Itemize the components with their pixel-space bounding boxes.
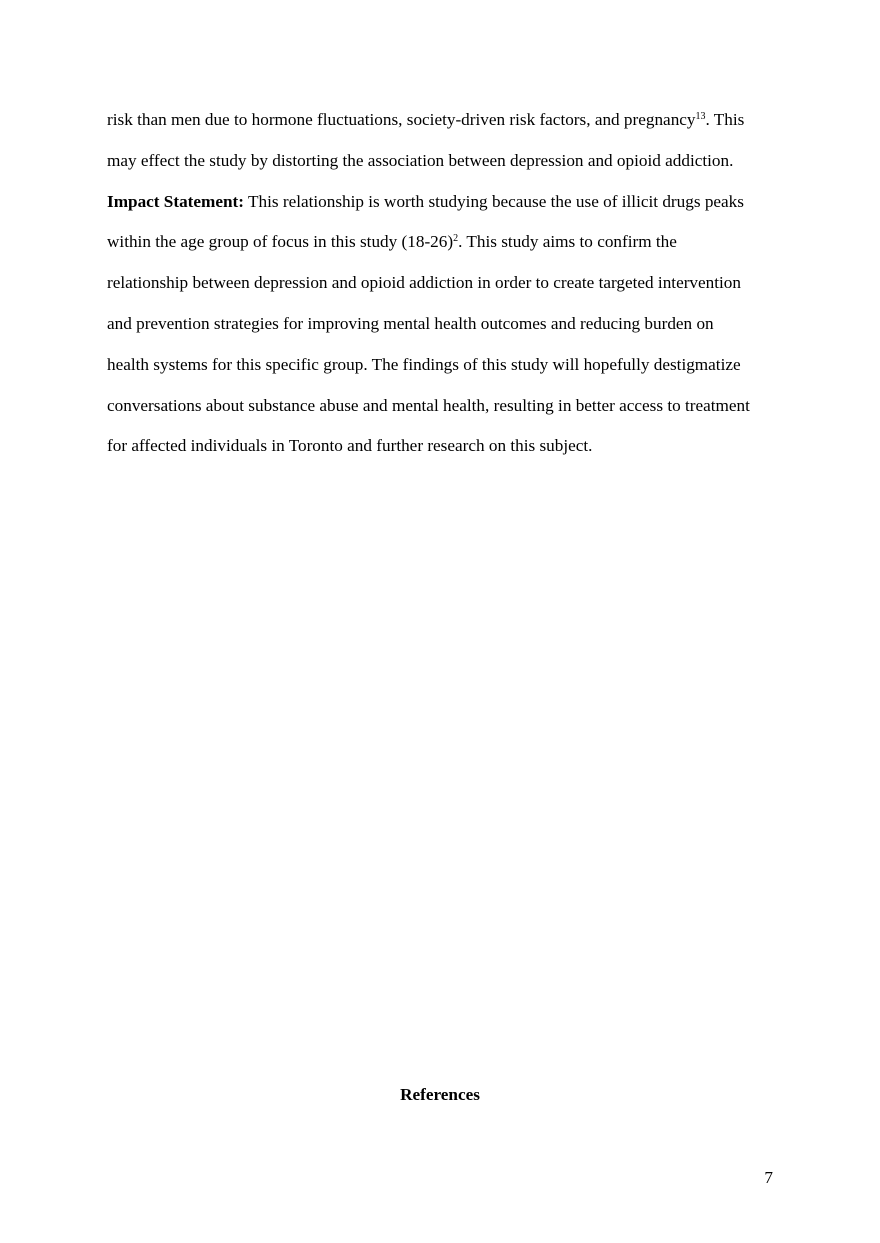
text-segment: risk than men due to hormone fluctuations, society-driven risk factors, and pregnancy bbox=[107, 110, 696, 129]
text-line bbox=[107, 182, 782, 223]
body-text bbox=[107, 100, 782, 467]
citation-superscript: 2 bbox=[453, 233, 459, 245]
impact-statement-label: Impact Statement: bbox=[107, 191, 244, 211]
references-heading: References bbox=[400, 1085, 480, 1104]
text-line bbox=[107, 222, 782, 263]
page-number: 7 bbox=[764, 1168, 773, 1187]
text-line: for affected individuals in Toronto and further research on this subject. bbox=[107, 436, 593, 456]
text-segment: This relationship is worth studying because the use of illicit drugs peaks bbox=[244, 191, 744, 211]
text-line: and prevention strategies for improving mental health outcomes and reducing burden on bbox=[107, 313, 714, 333]
text-segment: . This study aims to confirm the bbox=[458, 232, 677, 252]
text-line bbox=[107, 100, 782, 141]
text-line: health systems for this specific group. The findings of this study will hopefully destigmatize bbox=[107, 354, 741, 374]
text-segment: . This bbox=[705, 110, 745, 129]
text-line: may effect the study by distorting the association between depression and opioid addiction. bbox=[107, 150, 734, 170]
text-line: conversations about substance abuse and mental health, resulting in better access to treatment bbox=[107, 395, 750, 415]
citation-superscript: 13 bbox=[695, 111, 706, 122]
text-line: relationship between depression and opioid addiction in order to create targeted intervention bbox=[107, 273, 741, 293]
text-segment: within the age group of focus in this study (18-26) bbox=[107, 232, 454, 252]
